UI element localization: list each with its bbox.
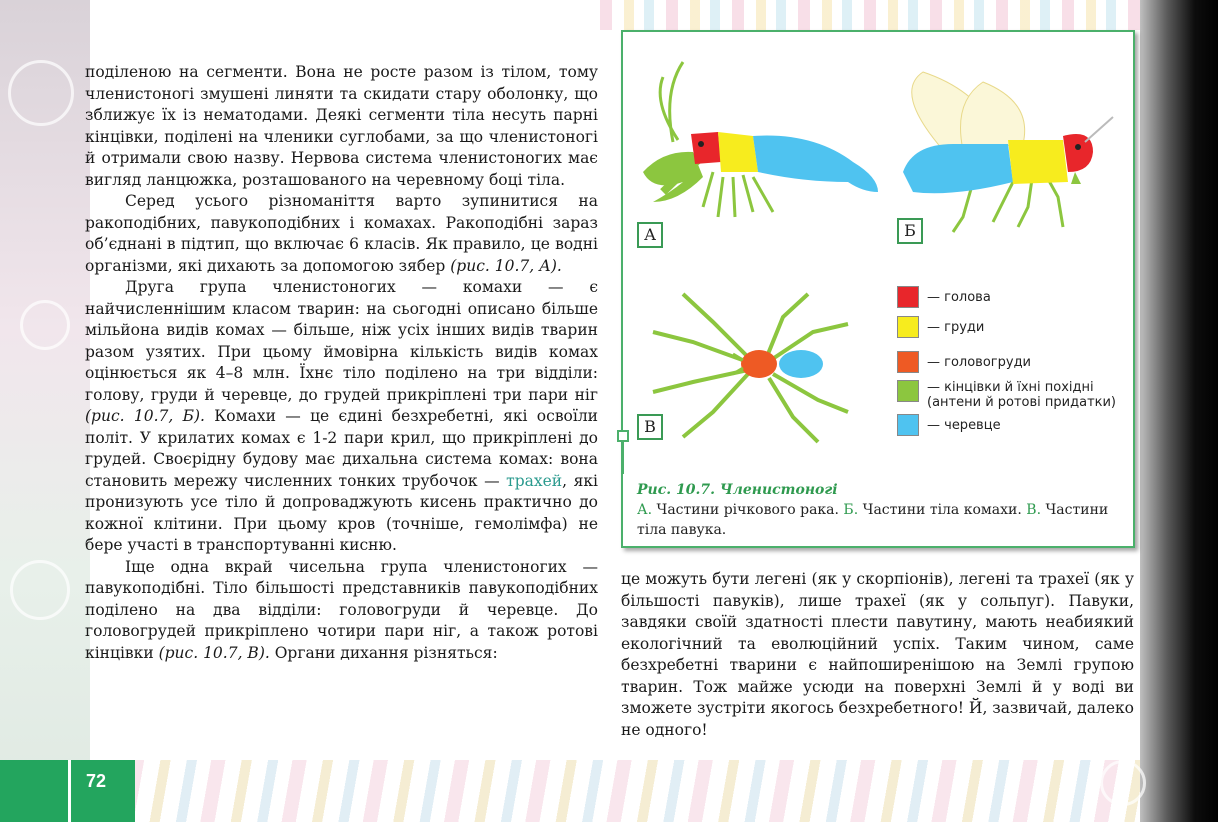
legend-label: — голова [927, 289, 991, 305]
legend-label: — кінцівки й їхні похідні (антени й ротові придатки) [927, 380, 1117, 410]
background-right-shadow [1140, 0, 1218, 822]
legend-label: — головогруди [927, 354, 1032, 370]
paragraph-text: , які пронизують усе тіло й допроваджують кисень практично до кожної клітини. При цьому кров (точніше, гемолімфа) не бере участі в транспортуванні кисню. [85, 471, 598, 554]
panel-label-a: А [637, 222, 663, 248]
paragraph [85, 277, 598, 557]
figure-caption [637, 480, 1121, 540]
legend-swatch [897, 380, 919, 402]
decor-swirl [1100, 760, 1146, 806]
legend-item-head [897, 286, 991, 308]
figure-reference: (рис. 10.7, Б). [85, 407, 205, 425]
figure-reference: (рис. 10.7, В). [158, 643, 270, 662]
legend-item-abdomen [897, 414, 1001, 436]
panel-label-b: Б [897, 218, 923, 244]
caption-text-c: Частини тіла павука. [637, 502, 1109, 538]
decor-swirl [20, 300, 70, 350]
decor-swirl [8, 60, 74, 126]
legend-label: — груди [927, 319, 985, 335]
caption-label-b: Б. [843, 502, 859, 518]
paragraph-text: Іще одна вкрай чисельна група членистоногих — павукоподібні. Тіло більшості представників павукоподібних поділено на два відділи: головогруди й черевце. До головогрудей прикріплено чотири пари ніг, а також ротові кінцівки [85, 557, 598, 662]
paragraph-text: Органи дихання різняться: [269, 643, 498, 662]
legend-item-thorax [897, 316, 984, 338]
paragraph-text: Комахи — це єдині безхребетні, які освоїли політ. У крилатих комах є 1-2 пари крил, що прикріплені до грудей. Своєрідну будову має дихальна система комах: вона становить мережу численних тонких трубочок — [85, 407, 599, 490]
legend-swatch [897, 316, 919, 338]
crayfish-illustration [643, 62, 878, 217]
left-column [85, 62, 598, 664]
figure-arthropods [621, 30, 1135, 548]
caption-text-b: Частини тіла комахи. [858, 502, 1027, 518]
legend-swatch [897, 414, 919, 436]
panel-label-c: В [637, 414, 663, 440]
legend-swatch [897, 351, 919, 373]
right-column [621, 569, 1134, 741]
background-top-stripes [600, 0, 1160, 30]
legend-item-limbs [897, 380, 1127, 410]
insect-illustration [903, 72, 1113, 232]
page-number-divider [68, 760, 71, 822]
figure-pointer-dot [617, 430, 629, 442]
spider-illustration [653, 294, 848, 442]
paragraph: поділеною на сегменти. Вона не росте разом із тілом, тому членистоногі змушені линяти та скидати стару оболонку, що зближує їх із нематодами. Деякі сегменти тіла несуть парні кінцівки, поділені на членики суглобами, за що членистоногі й отримали свою назву. Нервова система членистоногих має вигляд ланцюжка, розташованого на черевному боці тіла. [85, 63, 598, 189]
caption-label-c: В. [1026, 502, 1042, 518]
page-number: 72 [86, 771, 107, 791]
glossary-term: трахей [506, 471, 563, 490]
paragraph [85, 191, 598, 277]
background-bottom-stripes [130, 760, 1150, 822]
paragraph [85, 557, 598, 665]
figure-reference: (рис. 10.7, А). [450, 256, 562, 275]
paragraph-text: Друга група членистоногих — комахи — є найчисленнішим класом тварин: на сьогодні описано більше мільйона видів комах — більше, ніж усіх інших видів тварин разом узятих. При цьому ймовірна кількість видів комах оцінюється як 4–8 млн. Їхнє тіло поділено на три відділи: голову, груди й черевце, до грудей прикріплені три пари ніг [85, 278, 598, 404]
caption-label-a: А. [637, 502, 653, 518]
legend-item-cephalothorax [897, 351, 1031, 373]
paragraph-text: Серед усього різноманіття варто зупинитися на ракоподібних, павукоподібних і комахах. Ракоподібні зараз об’єднані в підтип, що включає 6 класів. Як правило, це водні організми, які дихають за допомогою зябер [85, 192, 598, 275]
decor-swirl [10, 560, 70, 620]
figure-caption-text [637, 500, 1121, 540]
legend-swatch [897, 286, 919, 308]
caption-text-a: Частини річкового рака. [652, 502, 844, 518]
paragraph: це можуть бути легені (як у скорпіонів), легені та трахеї (як у більшості павуків), лише трахеї (як у сольпуг). Павуки, завдяки своїй здатності плести павутину, мають неабиякий екологічний та еволюційний успіх. Таким чином, саме безхребетні тварини є найпоширенішою на Землі групою тварин. Тож майже усюди на поверхні Землі й у воді ви зможете зустріти якогось безхребетного! Й, зазвичай, далеко не одного! [621, 570, 1135, 739]
legend-label: — черевце [927, 417, 1001, 433]
figure-caption-title: Рис. 10.7. Членистоногі [637, 482, 838, 498]
